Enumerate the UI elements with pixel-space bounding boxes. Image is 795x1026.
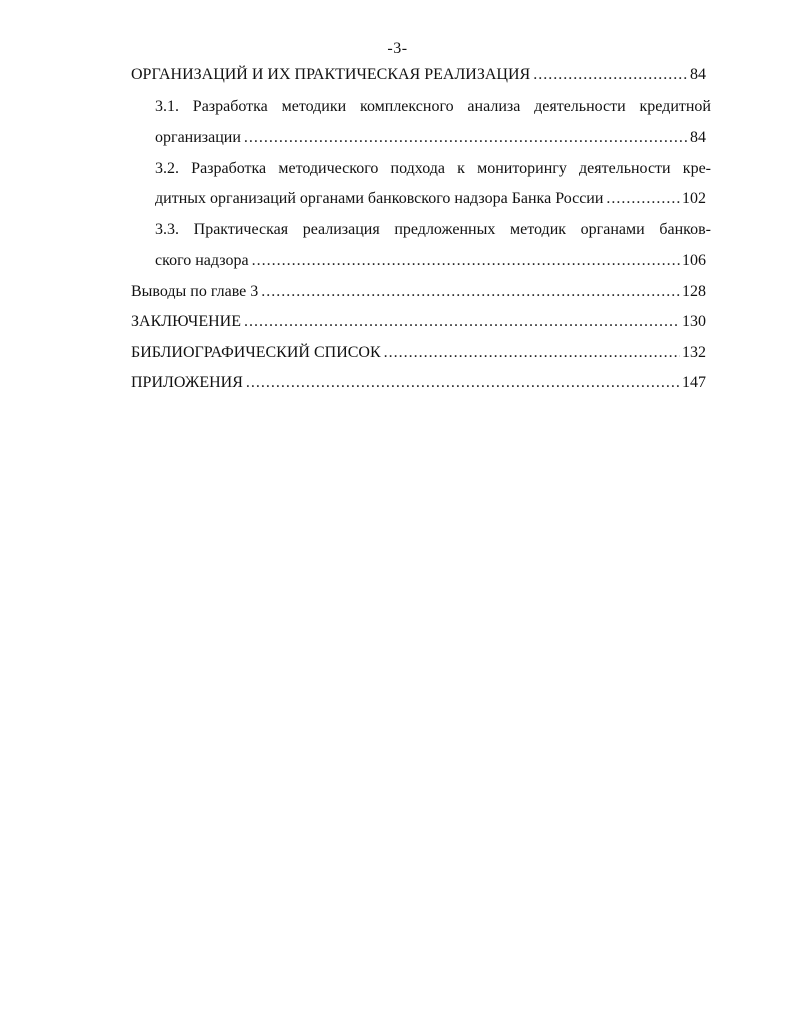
- toc-entry-text: организации: [155, 129, 241, 146]
- toc-entry-text: БИБЛИОГРАФИЧЕСКИЙ СПИСОК: [131, 344, 381, 361]
- toc-entry-3-1-line1: 3.1. Разработка методики комплексного анализа деятельности кредитной: [155, 98, 711, 115]
- toc-entry-zakluchenie: [131, 311, 706, 333]
- toc-entry-page: 147: [682, 374, 706, 391]
- toc-entry-3-2-line2: [155, 188, 706, 210]
- toc-entry-bibliography: [131, 342, 706, 364]
- toc-entry-text: ского надзора: [155, 252, 249, 269]
- dot-leader: [244, 127, 688, 149]
- toc-entry-page: 102: [682, 190, 706, 207]
- dot-leader: [533, 64, 688, 86]
- toc-entry-text: ПРИЛОЖЕНИЯ: [131, 374, 243, 391]
- toc-entry-part3-title: [131, 64, 706, 86]
- toc-entry-3-3-line2: [155, 250, 706, 272]
- toc-entry-text: Выводы по главе 3: [131, 283, 259, 300]
- toc-entry-3-2-line1: 3.2. Разработка методического подхода к мониторингу деятельности кре-: [155, 160, 711, 177]
- toc-entry-appendix: [131, 372, 706, 394]
- toc-entry-page: 132: [682, 344, 706, 361]
- dot-leader: [261, 281, 680, 303]
- dot-leader: [606, 188, 680, 210]
- toc-entry-page: 106: [682, 252, 706, 269]
- dot-leader: [244, 311, 680, 333]
- page-number: -3-: [387, 40, 408, 57]
- dot-leader: [384, 342, 680, 364]
- toc-entry-page: 84: [690, 66, 706, 83]
- dot-leader: [252, 250, 680, 272]
- toc-entry-3-1-line2: [155, 127, 706, 149]
- toc-entry-text: ЗАКЛЮЧЕНИЕ: [131, 313, 241, 330]
- toc-entry-text: ОРГАНИЗАЦИЙ И ИХ ПРАКТИЧЕСКАЯ РЕАЛИЗАЦИЯ: [131, 66, 531, 83]
- toc-entry-page: 84: [690, 129, 706, 146]
- toc-entry-3-3-line1: 3.3. Практическая реализация предложенных методик органами банков-: [155, 221, 711, 238]
- dot-leader: [246, 372, 680, 394]
- toc-entry-conclusions: [131, 281, 706, 303]
- toc-entry-text: дитных организаций органами банковского надзора Банка России: [155, 190, 604, 207]
- toc-entry-page: 130: [682, 313, 706, 330]
- toc-entry-page: 128: [682, 283, 706, 300]
